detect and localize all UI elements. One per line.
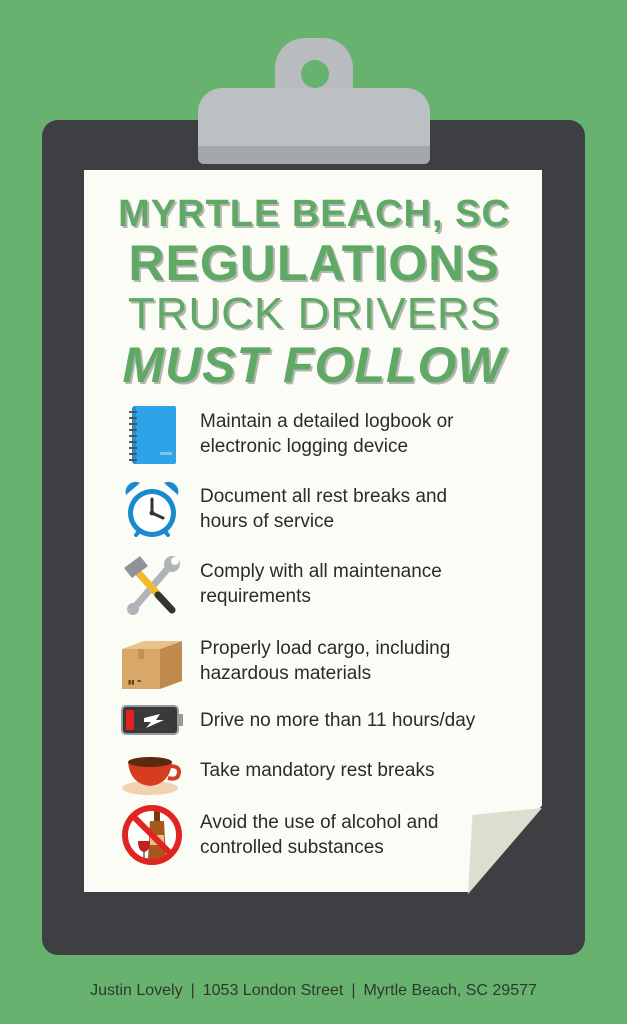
footer (0, 982, 627, 1000)
footer-name: Justin Lovely (90, 982, 183, 999)
svg-text:▮▮ ☂: ▮▮ ☂ (128, 679, 142, 686)
footer-street: 1053 London Street (202, 982, 344, 999)
hammer-wrench-icon (118, 552, 186, 616)
clip-band (198, 146, 430, 164)
item-text: Avoid the use of alcohol and controlled substances (200, 812, 439, 858)
headline-line-1: MYRTLE BEACH, SC (118, 193, 510, 235)
list-item (118, 552, 518, 616)
list-item (118, 477, 518, 541)
notebook-icon (118, 402, 186, 466)
list-item (118, 738, 518, 802)
item-text: Comply with all maintenance requirements (200, 561, 442, 607)
item-text: Maintain a detailed logbook or electronic logging device (200, 411, 454, 457)
headline (100, 192, 528, 392)
cargo-box-icon (118, 629, 186, 693)
footer-city: Myrtle Beach, SC 29577 (363, 982, 537, 999)
headline-line-2: REGULATIONS (128, 235, 500, 291)
headline-line-3: TRUCK DRIVERS (127, 289, 501, 338)
footer-separator: | (351, 982, 356, 999)
headline-line-4: MUST FOLLOW (122, 337, 506, 393)
list-item (118, 803, 518, 867)
coffee-cup-icon (118, 738, 186, 802)
item-text: Document all rest breaks and hours of service (200, 486, 448, 532)
no-alcohol-icon (118, 803, 186, 867)
footer-separator: | (190, 982, 195, 999)
item-text: Take mandatory rest breaks (200, 759, 435, 781)
list-item (118, 629, 518, 693)
list-item (118, 402, 518, 466)
item-text: Drive no more than 11 hours/day (200, 709, 476, 731)
alarm-clock-icon (118, 477, 186, 541)
clip-hole (301, 60, 329, 88)
item-text: Properly load cargo, including hazardous materials (200, 638, 451, 684)
